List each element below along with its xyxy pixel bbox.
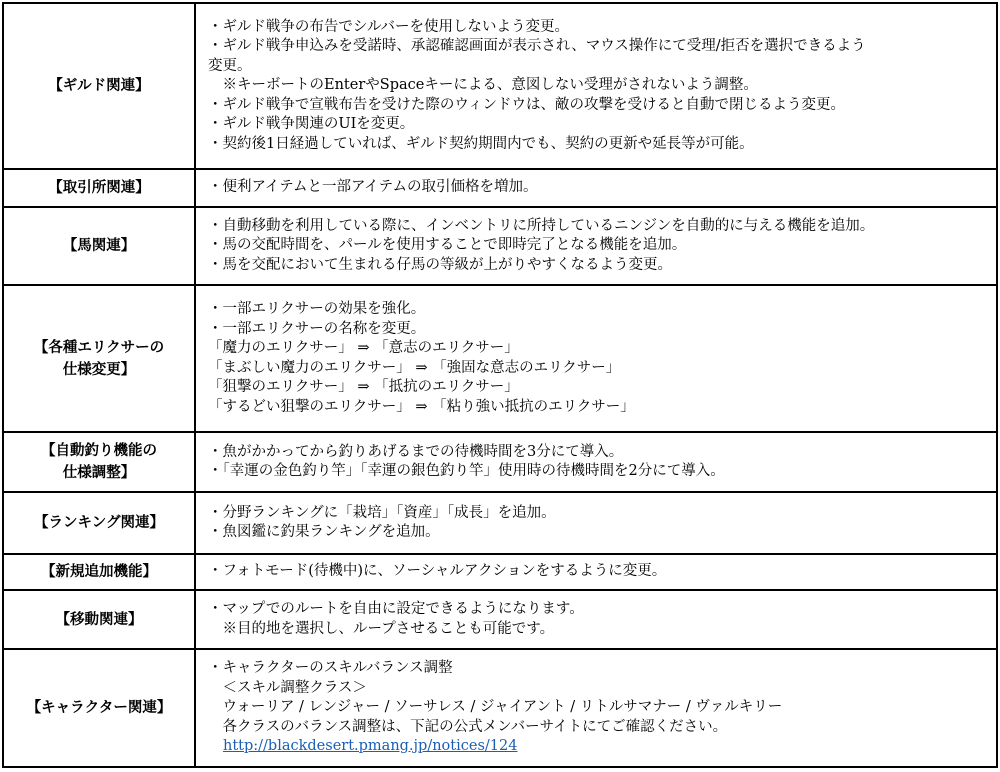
table-row: [3, 492, 997, 554]
description-cell: [195, 649, 997, 767]
description-line: ・便利アイテムと一部アイテムの取引価格を増加。: [208, 179, 538, 196]
description-line: ・キャラクターのスキルバランス調整: [208, 660, 453, 677]
category-cell: 【馬関連】: [3, 207, 195, 285]
description-line: ・「幸運の金色釣り竿」「幸運の銀色釣り竿」使用時の待機時間を2分にて導入。: [208, 463, 725, 479]
category-line: 仕様調整】: [62, 465, 136, 481]
description-line: 変更。: [208, 57, 252, 74]
table-row: [3, 590, 997, 649]
description-line: ・契約後1日経過していれば、ギルド契約期間内でも、契約の更新や延長等が可能。: [208, 135, 754, 152]
description-line: ・ギルド戦争申込みを受諾時、承認確認画面が表示され、マウス操作にて受理/拒否を選択できるよう: [208, 38, 866, 55]
table-row: [3, 649, 997, 767]
description-line: ・ギルド戦争関連のUIを変更。: [208, 116, 415, 133]
description-line: ウォーリア / レンジャー / ソーサレス / ジャイアント / リトルサマナー / ヴァルキリー: [208, 699, 783, 716]
description-cell: [195, 432, 997, 492]
description-line: ・馬の交配時間を、パールを使用することで即時完了となる機能を追加。: [208, 237, 687, 254]
description-line: ・分野ランキングに「栽培」「資産」「成長」を追加。: [208, 504, 556, 521]
description-cell: [195, 169, 997, 207]
description-line: 「魔力のエリクサー」 ⇒ 「意志のエリクサー」: [208, 340, 519, 356]
table-row: [3, 3, 997, 169]
description-line: ・魚図鑑に釣果ランキングを追加。: [208, 524, 440, 540]
category-line: 仕様変更】: [62, 361, 136, 378]
description-line: 各クラスのバランス調整は、下記の公式メンバーサイトにてご確認ください。: [208, 718, 728, 735]
category-cell: 【ランキング関連】: [3, 492, 195, 554]
table-row: [3, 169, 997, 207]
category-cell: 【取引所関連】: [3, 169, 195, 207]
category-cell: 【キャラクター関連】: [3, 649, 195, 767]
category-cell: 【移動関連】: [3, 590, 195, 649]
description-line: ※目的地を選択し、ループさせることも可能です。: [208, 620, 555, 637]
description-line: ・一部エリクサーの名称を変更。: [208, 320, 426, 337]
table-row: [3, 285, 997, 432]
description-cell: [195, 590, 997, 649]
description-cell: [195, 554, 997, 590]
description-line: ・魚がかかってから釣りあげるまでの待機時間を3分にて導入。: [208, 443, 624, 460]
description-cell: [195, 3, 997, 169]
description-line: ・馬を交配において生まれる仔馬の等級が上がりやすくなるよう変更。: [208, 256, 672, 273]
description-line: ※キーボートのEnterやSpaceキーによる、意図しない受理がされないよう調整。: [208, 77, 758, 94]
patch-notes-table: [2, 2, 998, 768]
description-line: 「まぶしい魔力のエリクサー」 ⇒ 「強固な意志のエリクサー」: [208, 359, 621, 376]
description-line: ・ギルド戦争で宣戦布告を受けた際のウィンドウは、敵の攻撃を受けると自動で閉じるよう変更。: [208, 96, 845, 113]
table-row: [3, 207, 997, 285]
category-cell: [3, 432, 195, 492]
description-line: ・一部エリクサーの効果を強化。: [208, 301, 426, 317]
category-cell: 【ギルド関連】: [3, 3, 195, 169]
description-line: ・マップでのルートを自由に設定できるようになります。: [208, 601, 584, 617]
description-cell: [195, 492, 997, 554]
category-cell: [3, 285, 195, 432]
description-line: ・自動移動を利用している際に、インベントリに所持しているニンジンを自動的に与える機能を追加。: [208, 217, 875, 234]
description-cell: [195, 285, 997, 432]
description-line: ・ギルド戦争の布告でシルバーを使用しないよう変更。: [208, 18, 569, 35]
category-cell: 【新規追加機能】: [3, 554, 195, 590]
description-line: 「するどい狙撃のエリクサー」 ⇒ 「粘り強い抵抗のエリクサー」: [208, 398, 635, 415]
table-row: [3, 432, 997, 492]
notice-link[interactable]: http://blackdesert.pmang.jp/notices/124: [223, 738, 518, 755]
description-line: ・フォトモード(待機中)に、ソーシャルアクションをするように変更。: [208, 563, 667, 580]
table-row: [3, 554, 997, 590]
category-line: 【自動釣り機能の: [41, 443, 157, 459]
description-cell: [195, 207, 997, 285]
description-line: ＜スキル調整クラス＞: [208, 679, 367, 696]
category-line: 【各種エリクサーの: [33, 339, 165, 356]
description-line: 「狙撃のエリクサー」 ⇒ 「抵抗のエリクサー」: [208, 379, 519, 395]
